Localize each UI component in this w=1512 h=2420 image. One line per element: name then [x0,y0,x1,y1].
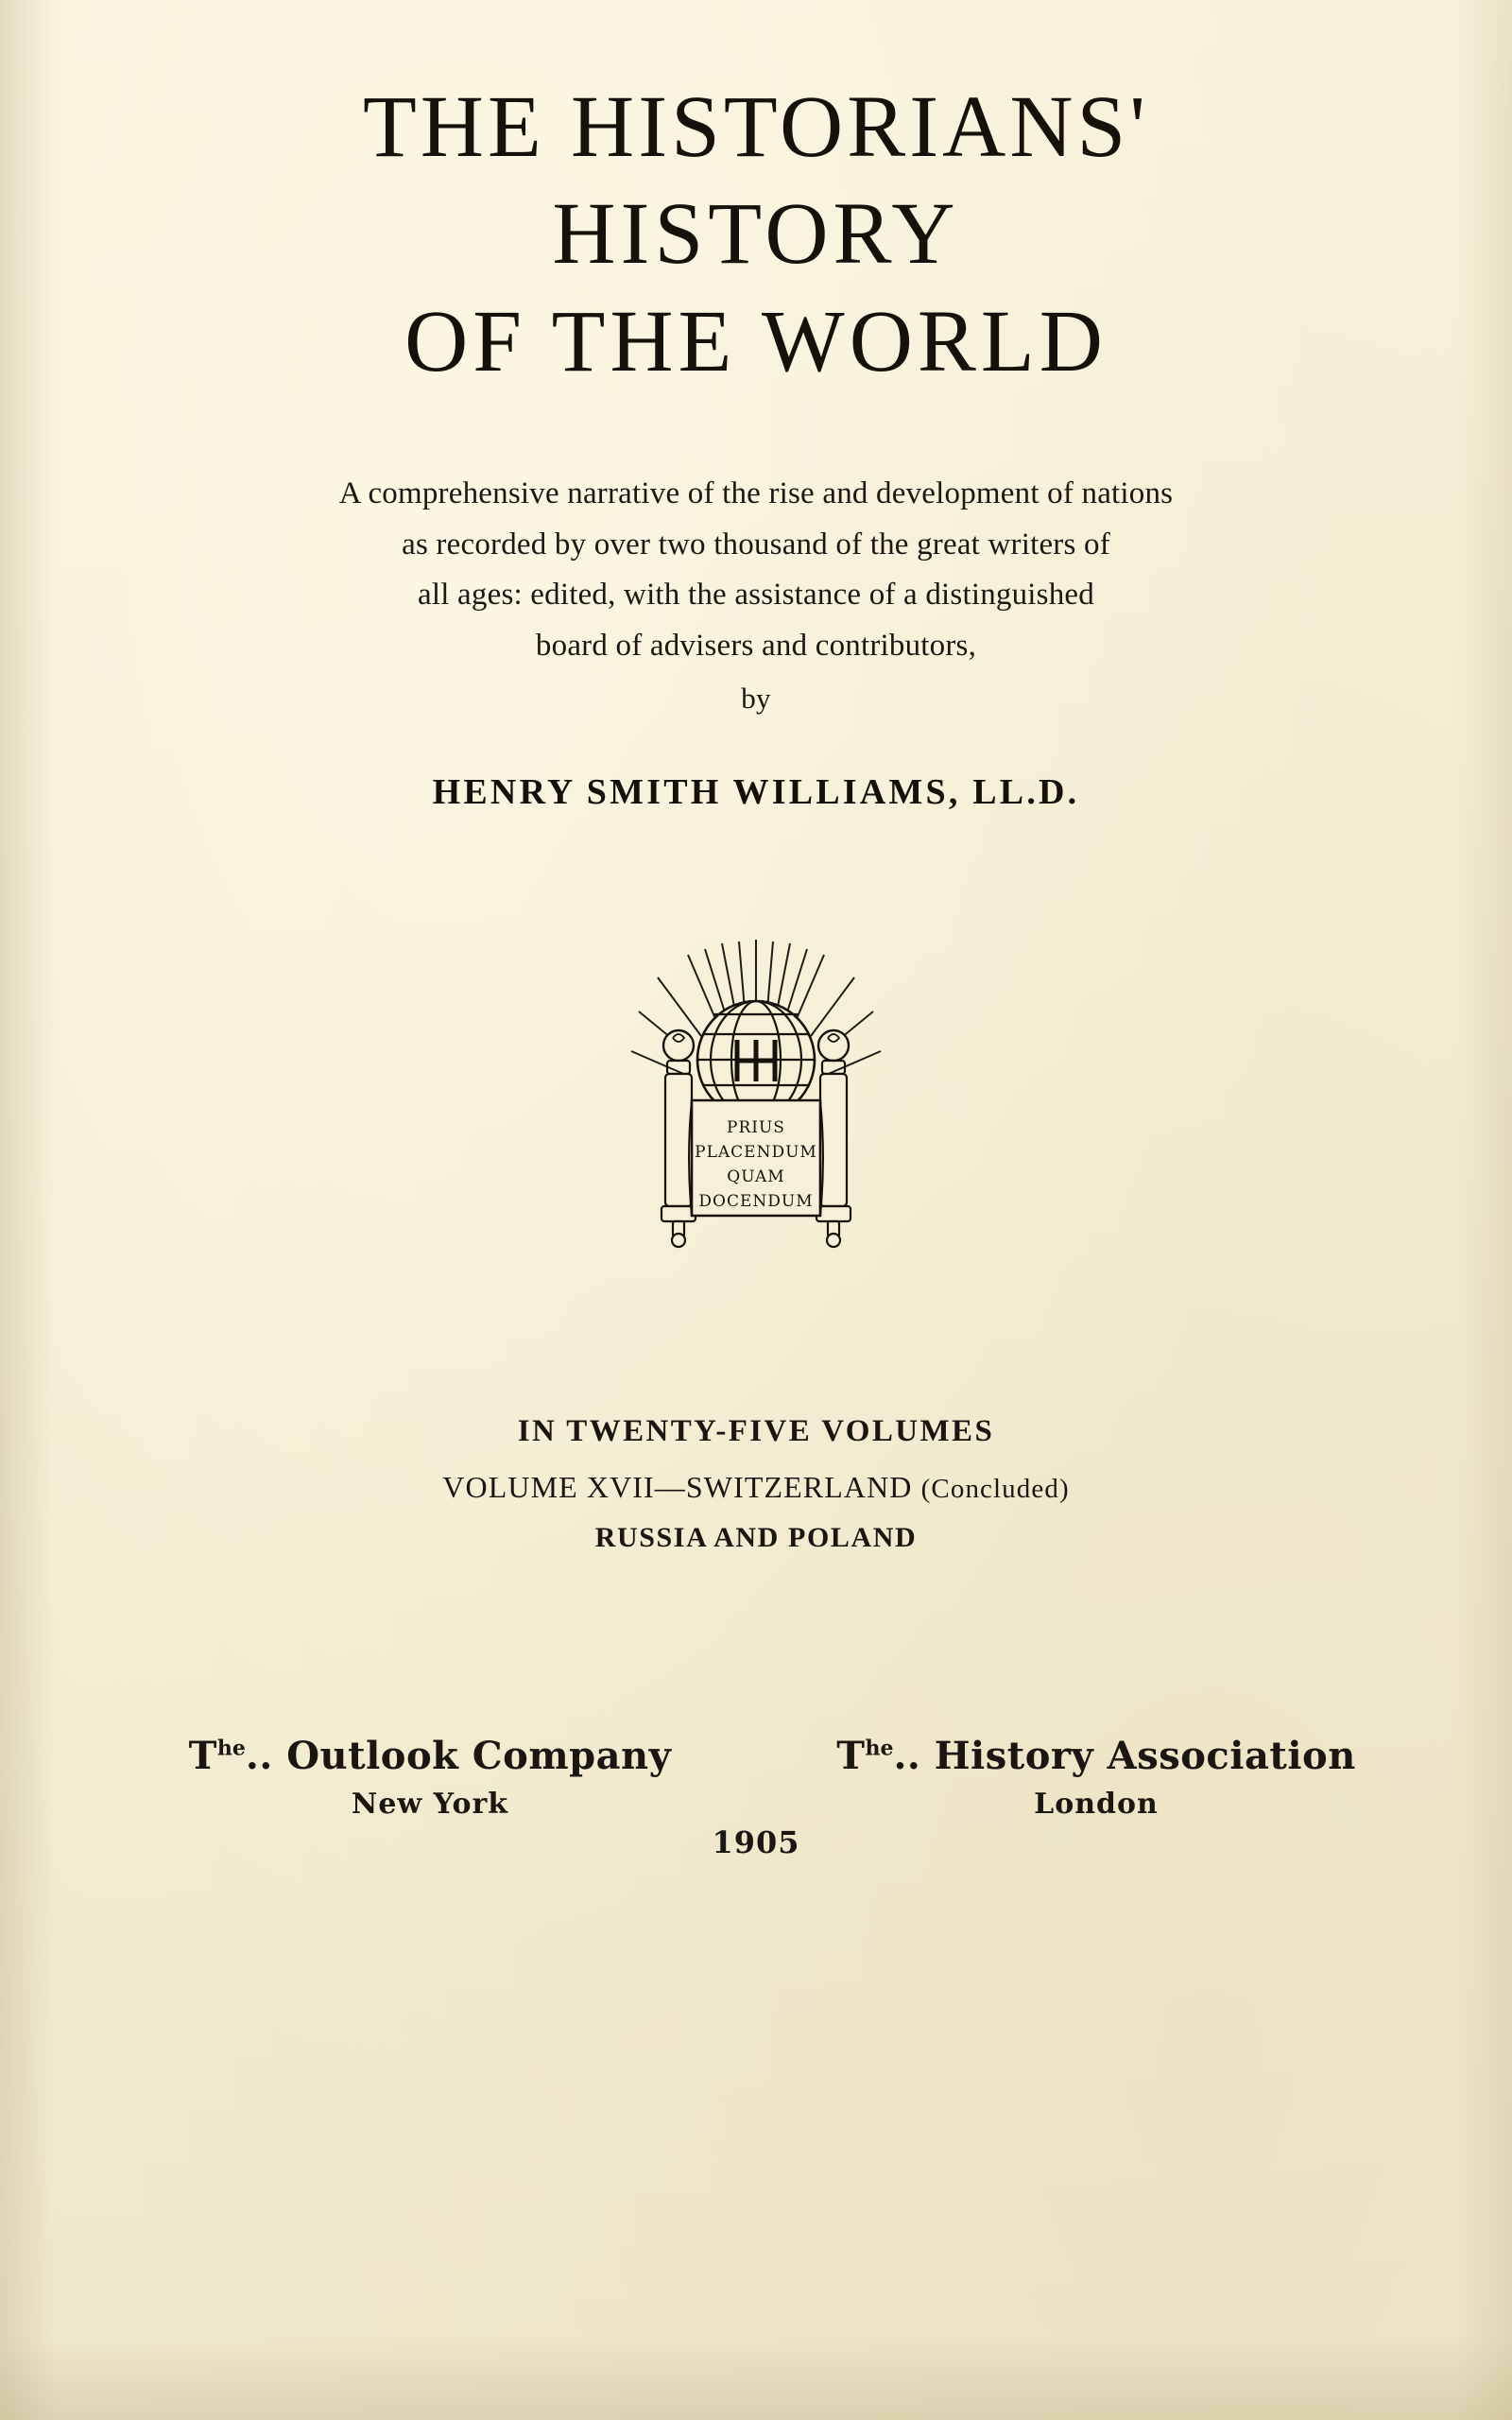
volume-designation [94,1470,1418,1505]
author-name: HENRY SMITH WILLIAMS, LL.D. [432,772,1080,813]
publisher-right-name: $T^{he}$.. History Association [836,1734,1356,1779]
volume-set-count: IN TWENTY-FIVE VOLUMES [517,1414,995,1449]
volume-information [94,1414,1418,1554]
page-content [94,0,1418,1894]
page-edge-shading-right [1455,0,1512,2420]
publisher-emblem [94,934,1418,1274]
motto-line-1: PRIUS [727,1118,785,1138]
publisher-left-city: New York [351,1788,509,1822]
title-line-3: OF THE WORLD [404,292,1108,390]
book-title [94,74,1418,395]
motto-line-3: QUAM [727,1167,785,1187]
volume-subject: RUSSIA AND POLAND [594,1522,918,1554]
subtitle-line-2: as recorded by over two thousand of the great writers of [402,527,1110,562]
subtitle-line-1: A comprehensive narrative of the rise and development of nations [338,476,1174,511]
subtitle-by: by [741,682,771,716]
subtitle-line-3: all ages: edited, with the assistance of a distinguished [418,578,1094,613]
publisher-right-city: London [1034,1788,1159,1822]
imprint-block [94,1734,1418,1894]
publisher-left [165,1734,695,1821]
volume-note: (Concluded) [920,1474,1070,1505]
book-subtitle [94,469,1418,722]
publication-year: 1905 [712,1824,800,1861]
volume-label: VOLUME XVII—SWITZERLAND [442,1470,913,1505]
publisher-left-name: $T^{he}$.. Outlook Company [188,1734,672,1779]
motto-line-2: PLACENDUM [695,1143,817,1163]
title-line-1: THE HISTORIANS' [363,78,1149,176]
globe-and-torches-icon [624,934,888,1274]
motto-line-4: DOCENDUM [698,1192,814,1212]
publisher-right [832,1734,1361,1821]
page-edge-shading-left [0,0,57,2420]
subtitle-line-4: board of advisers and contributors, [535,628,977,663]
page-edge-shading-bottom [0,2335,1512,2420]
title-line-2: HISTORY [552,185,960,284]
